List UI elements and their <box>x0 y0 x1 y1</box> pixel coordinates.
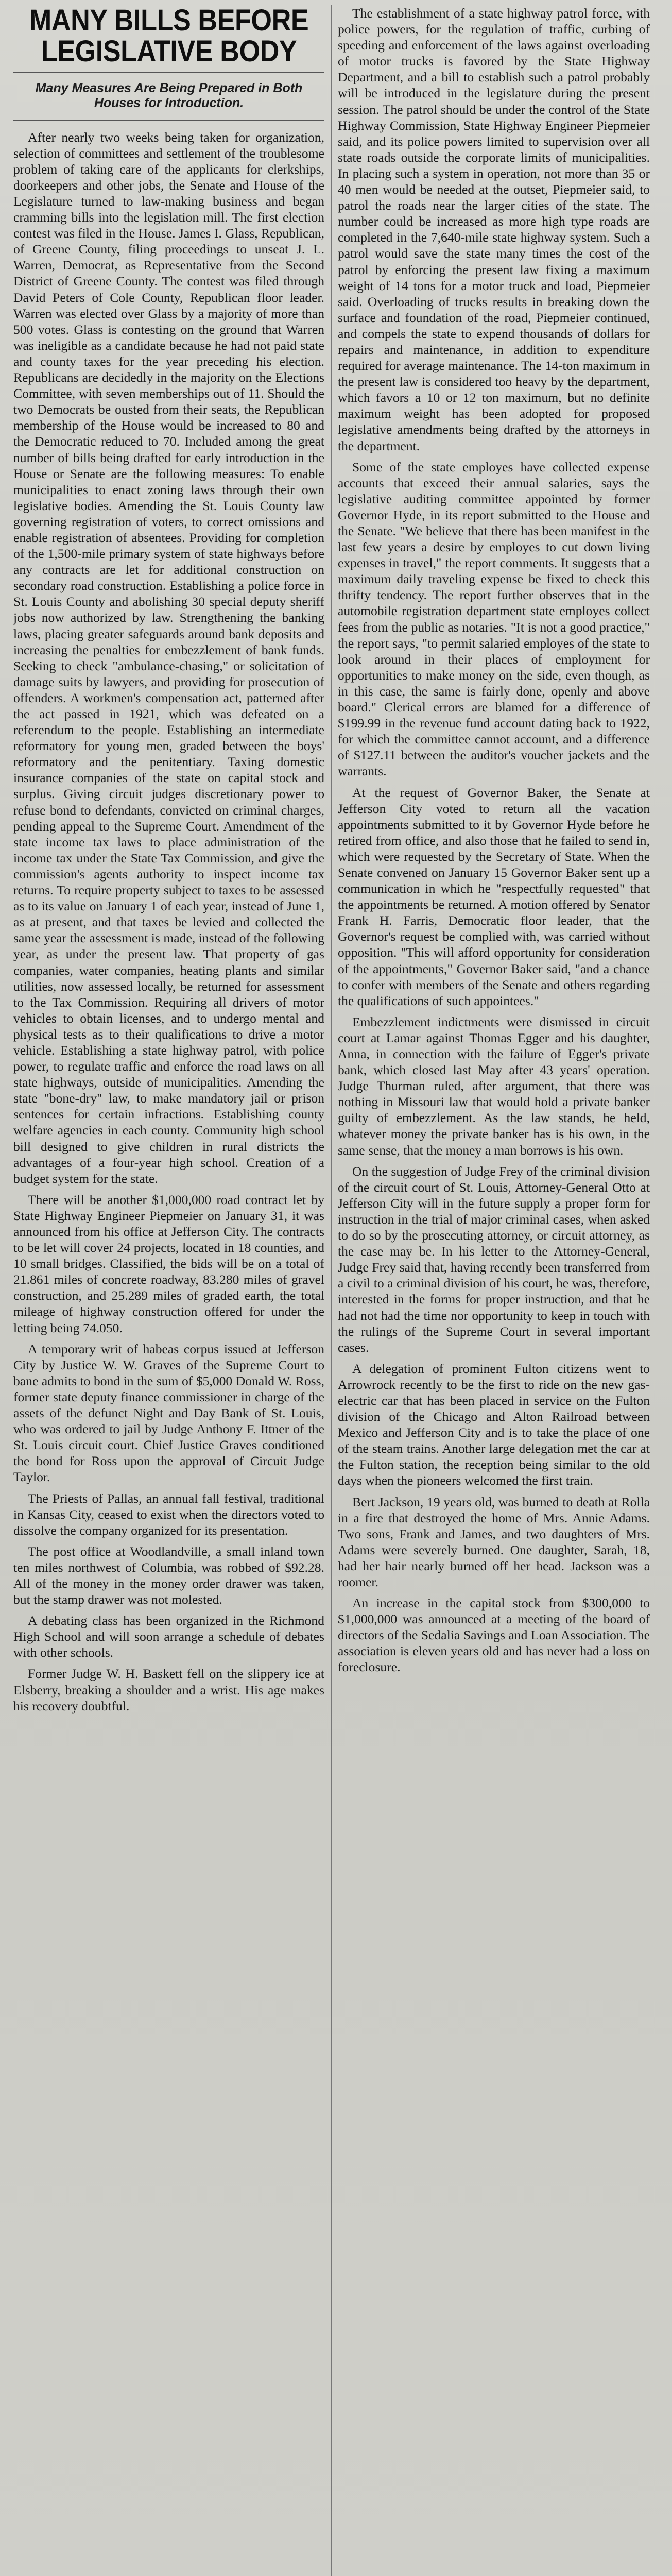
paragraph: An increase in the capital stock from $300,000 to $1,000,000 was announced at a meeting of the board of directors of the Sedalia Savings and Loan Association. The association is eleven years old and has never had a loss on foreclosure. <box>338 1596 650 1675</box>
paragraph: The post office at Woodlandville, a small inland town ten miles northwest of Columbia, was robbed of $92.28. All of the money in the money order drawer was taken, but the stamp drawer was not molested. <box>13 1544 324 1607</box>
paragraph: There will be another $1,000,000 road contract let by State Highway Engineer Piepmeier on January 31, it was announced from his office at Jefferson City. The contracts to be let will cover 24 projects, located in 18 counties, and 10 small bridges. Classified, the bids will be on a total of 21.861 miles of concrete roadway, 83.280 miles of gravel construction, and 25.289 miles of graded earth, the total mileage of highway construction offered for under the letting being 74.050. <box>13 1192 324 1335</box>
paragraph: The establishment of a state highway patrol force, with police powers, for the regulation of traffic, curbing of speeding and enforcement of the laws against overloading of motor trucks is favored by the State Highway Department, and a bill to establish such a patrol probably will be introduced in the legislature during the present session. The patrol should be under the control of the State Highway Commission, State Highway Engineer Piepmeier said, and its police powers limited to supervision over all state roads outside the corporate limits of municipalities. In placing such a system in operation, not more than 35 or 40 men would be needed at the outset, Piepmeier said, to patrol the roads near the larger cities of the state. The number could be increased as more high type roads are completed in the 7,640-mile state highway system. Such a patrol would save the state many times the cost of the patrol by enforcing the present law fixing a maximum weight of 14 tons for a motor truck and load, Piepmeier said. Overloading of trucks results in breaking down the surface and foundation of the road, Piepmeier continued, and compels the state to expend thousands of dollars for repairs and maintenance, in addition to expenditure required for average maintenance. The 14-ton maximum in the present law is considered too heavy by the department, which favors a 10 or 12 ton maximum, but no definite maximum weight has been adopted for proposed legislative amendments being drafted by the attorneys in the department. <box>338 6 650 453</box>
paragraph: Some of the state employes have collected expense accounts that exceed their annual salaries, says the legislative auditing committee appointed by former Governor Hyde, in its report submitted to the House and the Senate. "We believe that there has been manifest in the last few years a desire by employes to cut down living expenses in travel," the report comments. It suggests that a maximum daily traveling expense be fixed to check this thrifty tendency. The report further observes that in the automobile registration department state employes collect fees from the public as notaries. "It is not a good practice," the report says, "to permit salaried employes of the state to look around in their places of employment for opportunities to make money on the side, even though, as in this case, the same is fairly done, openly and above board." Clerical errors are blamed for a difference of $199.99 in the revenue fund account dating back to 1922, for which the committee cannot account, and a difference of $127.11 between the auditor's voucher jackets and the warrants. <box>338 459 650 779</box>
paragraph: Bert Jackson, 19 years old, was burned to death at Rolla in a fire that destroyed the home of Mrs. Annie Adams. Two sons, Frank and James, and two daughters of Mrs. Adams were severely burned. One daughter, Sarah, 18, had her hair nearly burned off her head. Jackson was a roomer. <box>338 1494 650 1589</box>
paragraph: A debating class has been organized in the Richmond High School and will soon arrange a schedule of debates with other schools. <box>13 1613 324 1660</box>
headline-line-2: LEGISLATIVE BODY <box>41 35 297 69</box>
paragraph: A delegation of prominent Fulton citizens went to Arrowrock recently to be the first to ride on the new gas-electric car that has been placed in service on the Fulton division of the Chicago and Alton Railroad between Mexico and Jefferson City and is to take the place of one of the steam trains. Another large delegation met the car at the Fulton station, the reception being similar to the old days when the pioneers welcomed the first train. <box>338 1361 650 1488</box>
paragraph: The Priests of Pallas, an annual fall festival, traditional in Kansas City, ceased to exist when the directors voted to dissolve the company organized for its presentation. <box>13 1490 324 1538</box>
paragraph: A temporary writ of habeas corpus issued at Jefferson City by Justice W. W. Graves of the Supreme Court to bane admits to bond in the sum of $5,000 Donald W. Ross, former state deputy finance commissioner in charge of the assets of the defunct Night and Day Bank of St. Louis, who was ordered to jail by Judge Anthony F. Ittner of the St. Louis circuit court. Chief Justice Graves conditioned the bond for Ross upon the approval of Circuit Judge Taylor. <box>13 1341 324 1485</box>
subhead: Many Measures Are Being Prepared in Both Houses for Introduction. <box>35 80 303 110</box>
left-column-text <box>13 129 324 1714</box>
paragraph: Embezzlement indictments were dismissed in circuit court at Lamar against Thomas Egger and his daughter, Anna, in connection with the failure of Egger's private bank, which closed last May after 43 years' operation. Judge Thurman ruled, after argument, that there was nothing in Missouri law that would hold a private banker guilty of embezzlement. As the law stands, he held, whatever money the private banker has is his own, in the same sense, that the money a man borrows is his own. <box>338 1014 650 1158</box>
left-column <box>7 5 332 2576</box>
paragraph: After nearly two weeks being taken for organization, selection of committees and settlement of the troublesome problem of taking care of the applicants for clerkships, doorkeepers and other jobs, the Senate and House of the Legislature turned to law-making business and began cramming bills into the legislation mill. The first election contest was filed in the House. James I. Glass, Republican, of Greene County, filing proceedings to unseat J. L. Warren, Democrat, as Representative from the Second District of Greene County. The contest was filed through David Peters of Cole County, Republican floor leader. Warren was elected over Glass by a majority of more than 500 votes. Glass is contesting on the ground that Warren was ineligible as a candidate because he had not paid state and county taxes for the year preceding his election. Republicans are decidedly in the majority on the Elections Committee, with seven memberships out of 11. Should the two Democrats be ousted from their seats, the Republican membership of the House would be increased to 80 and the Democratic reduced to 70. Included among the great number of bills being drafted for early introduction in the House or Senate are the following measures: To enable municipalities to enact zoning laws through their own legislative bodies. Amending the St. Louis County law governing registration of voters, to correct omissions and enable registration of absentees. Providing for completion of the 1,500-mile primary system of state highways before any contracts are let for additional construction on secondary road construction. Establishing a police force in St. Louis County and abolishing 30 special deputy sheriff jobs now authorized by law. Strengthening the banking laws, placing greater safeguards around bank deposits and increasing the penalties for embezzlement of bank funds. Seeking to check "ambulance-chasing," or solicitation of damage suits by lawyers, and providing for prosecution of offenders. A workmen's compensation act, patterned after the act passed in 1921, which was defeated on a referendum to the people. Establishing an intermediate reformatory for young men, graded between the boys' reformatory and the penitentiary. Taxing domestic insurance companies of the state on capital stock and surplus. Giving circuit judges discretionary power to refuse bond to defendants, convicted on criminal charges, pending appeal to the Supreme Court. Amendment of the state income tax laws to place administration of the income tax under the State Tax Commission, and give the commission's agents authority to inspect income tax returns. To require property subject to taxes to be assessed as to its value on January 1 of each year, instead of June 1, as at present, and that taxes be levied and collected the same year the assessment is made, instead of the following year, as under the present law. That property of gas companies, water companies, heating plants and similar utilities, now assessed locally, be returned for assessment to the Tax Commission. Requiring all drivers of motor vehicles to obtain licenses, and to undergo mental and physical tests as to their qualifications to drive a motor vehicle. Establishing a state highway patrol, with police power, to regulate traffic and enforce the road laws on all state highways, outside of municipalities. Amending the state "bone-dry" law, to make mandatory jail or prison sentences for certain infractions. Establishing county welfare agencies in each county. Community high school bill designed to give children in rural districts the advantages of a four-year high school. Creation of a budget system for the state. <box>13 129 324 1186</box>
paragraph: On the suggestion of Judge Frey of the criminal division of the circuit court of St. Louis, Attorney-General Otto at Jefferson City will in the future supply a proper form for instruction in the trial of major criminal cases, when asked to do so by the prosecuting attorney, or circuit attorney, as the case may be. In his letter to the Attorney-General, Judge Frey said that, having recently been transferred from a civil to a criminal division of his court, he was, therefore, interested in the forms for proper instruction, and that he had not had the time nor opportunity to keep in touch with the rulings of the Supreme Court in several important cases. <box>338 1163 650 1355</box>
headline <box>29 5 309 67</box>
paragraph: Former Judge W. H. Baskett fell on the slippery ice at Elsberry, breaking a shoulder and a wrist. His age makes his recovery doubtful. <box>13 1666 324 1714</box>
headline-line-1: MANY BILLS BEFORE <box>29 4 309 37</box>
subhead-rule <box>13 120 324 121</box>
right-column-text <box>338 5 650 1675</box>
paragraph: At the request of Governor Baker, the Senate at Jefferson City voted to return all the vacation appointments submitted to it by Governor Hyde before he retired from office, and also those that he failed to send in, which were requested by the Secretary of State. When the Senate convened on January 15 Governor Baker sent up a communication in which he "respectfully requested" that the appointments be returned. A motion offered by Senator Frank H. Farris, Democratic floor leader, that the Governor's request be complied with, was carried without opposition. "This will afford opportunity for consideration of the appointments," Governor Baker said, "and a chance to confer with members of the Senate and others regarding the qualifications of such appointees." <box>338 785 650 1008</box>
right-column <box>332 5 656 2576</box>
headline-rule <box>13 72 324 73</box>
article-columns <box>7 5 665 2576</box>
